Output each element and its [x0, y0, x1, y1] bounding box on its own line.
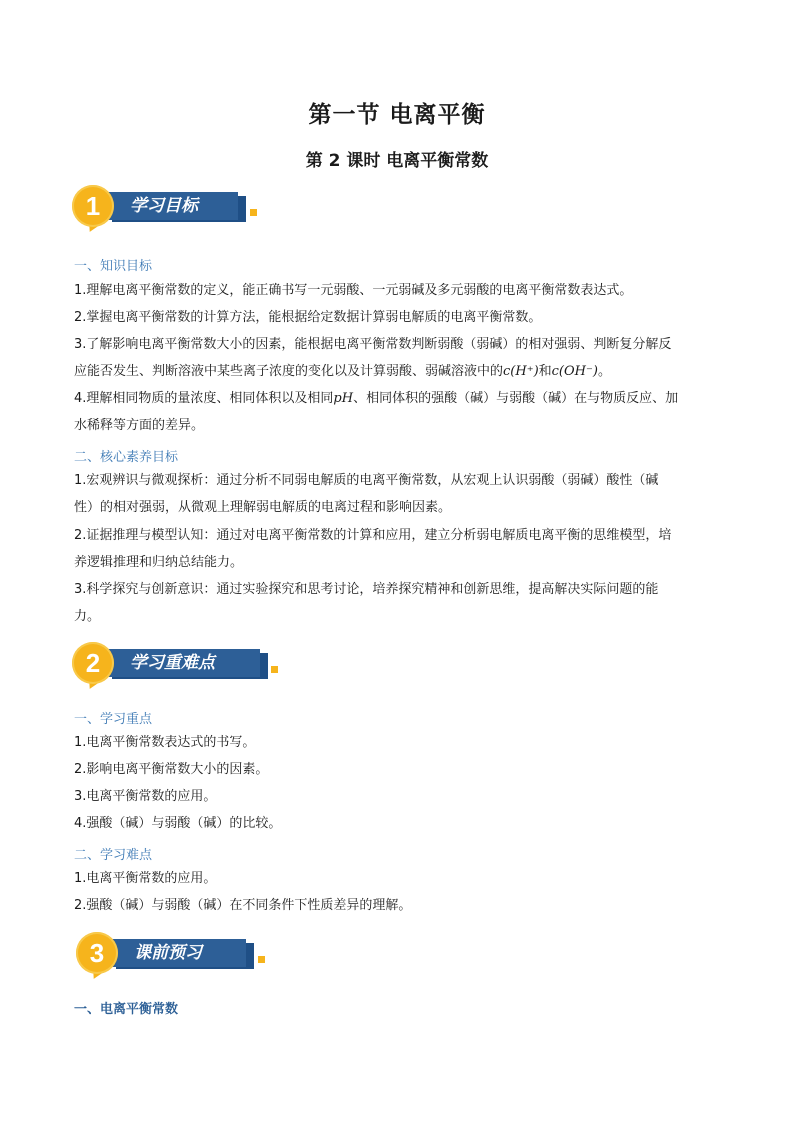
- list-item: 3.电离平衡常数的应用。: [74, 789, 217, 804]
- paragraph: 3.了解影响电离平衡常数大小的因素，能根据电离平衡常数判断弱酸（弱碱）的相对强弱、判断复分解反: [74, 337, 672, 352]
- formula-h-concentration: c(H⁺): [503, 364, 539, 379]
- section-banner-preview: [72, 932, 268, 988]
- section-banner-key-points: [72, 642, 282, 698]
- banner-dot: [258, 956, 265, 963]
- banner-dot: [250, 209, 257, 216]
- page-subtitle: 第 2 课时 电离平衡常数: [305, 151, 489, 171]
- paragraph: 1.宏观辨识与微观探析：通过分析不同弱电解质的电离平衡常数，从宏观上认识弱酸（弱碱）酸性（碱: [74, 473, 659, 488]
- number-badge-icon: 2: [72, 642, 114, 684]
- key-points-heading: 一、学习重点: [74, 712, 153, 727]
- number-badge-icon: 1: [72, 185, 114, 227]
- banner-dot: [271, 666, 278, 673]
- paragraph: 3.科学探究与创新意识：通过实验探究和思考讨论，培养探究精神和创新思维，提高解决实际问题的能: [74, 582, 659, 597]
- paragraph: 力。: [74, 609, 101, 624]
- paragraph: 水稀释等方面的差异。: [74, 418, 205, 433]
- text-span: 应能否发生、判断溶液中某些离子浓度的变化以及计算弱酸、弱碱溶液中的: [74, 364, 504, 379]
- section-banner-goals: [72, 185, 262, 241]
- core-goals-heading: 二、核心素养目标: [74, 450, 179, 465]
- paragraph: 2.证据推理与模型认知：通过对电离平衡常数的计算和应用，建立分析弱电解质电离平衡的思维模型，培: [74, 528, 672, 543]
- text-span: 和: [538, 364, 552, 379]
- paragraph: 性）的相对强弱，从微观上理解弱电解质的电离过程和影响因素。: [74, 500, 452, 515]
- banner-label: 课前预习: [104, 939, 246, 967]
- paragraph: [74, 358, 720, 385]
- list-item: 2.影响电离平衡常数大小的因素。: [74, 762, 269, 777]
- list-item: 2.强酸（碱）与弱酸（碱）在不同条件下性质差异的理解。: [74, 898, 412, 913]
- paragraph: 2.掌握电离平衡常数的计算方法，能根据给定数据计算弱电解质的电离平衡常数。: [74, 310, 542, 325]
- list-item: 4.强酸（碱）与弱酸（碱）的比较。: [74, 816, 282, 831]
- banner-label: 学习重难点: [100, 649, 260, 677]
- text-span: 、相同体积的强酸（碱）与弱酸（碱）在与物质反应、加: [353, 391, 679, 406]
- preview-heading: 一、电离平衡常数: [74, 1002, 179, 1017]
- text-span: 。: [597, 364, 611, 379]
- page-title: 第一节 电离平衡: [308, 102, 486, 128]
- number-badge-icon: 3: [76, 932, 118, 974]
- list-item: 1.电离平衡常数的应用。: [74, 871, 217, 886]
- knowledge-goals-heading: 一、知识目标: [74, 259, 153, 274]
- paragraph: [74, 385, 720, 412]
- text-span: 4.理解相同物质的量浓度、相同体积以及相同: [74, 391, 334, 406]
- paragraph: 养逻辑推理和归纳总结能力。: [74, 555, 244, 570]
- list-item: 1.电离平衡常数表达式的书写。: [74, 735, 256, 750]
- paragraph: 1.理解电离平衡常数的定义，能正确书写一元弱酸、一元弱碱及多元弱酸的电离平衡常数表达式。: [74, 283, 633, 298]
- difficult-points-heading: 二、学习难点: [74, 848, 153, 863]
- banner-label: 学习目标: [100, 192, 238, 220]
- formula-oh-concentration: c(OH⁻): [551, 364, 598, 379]
- formula-ph: pH: [333, 391, 354, 406]
